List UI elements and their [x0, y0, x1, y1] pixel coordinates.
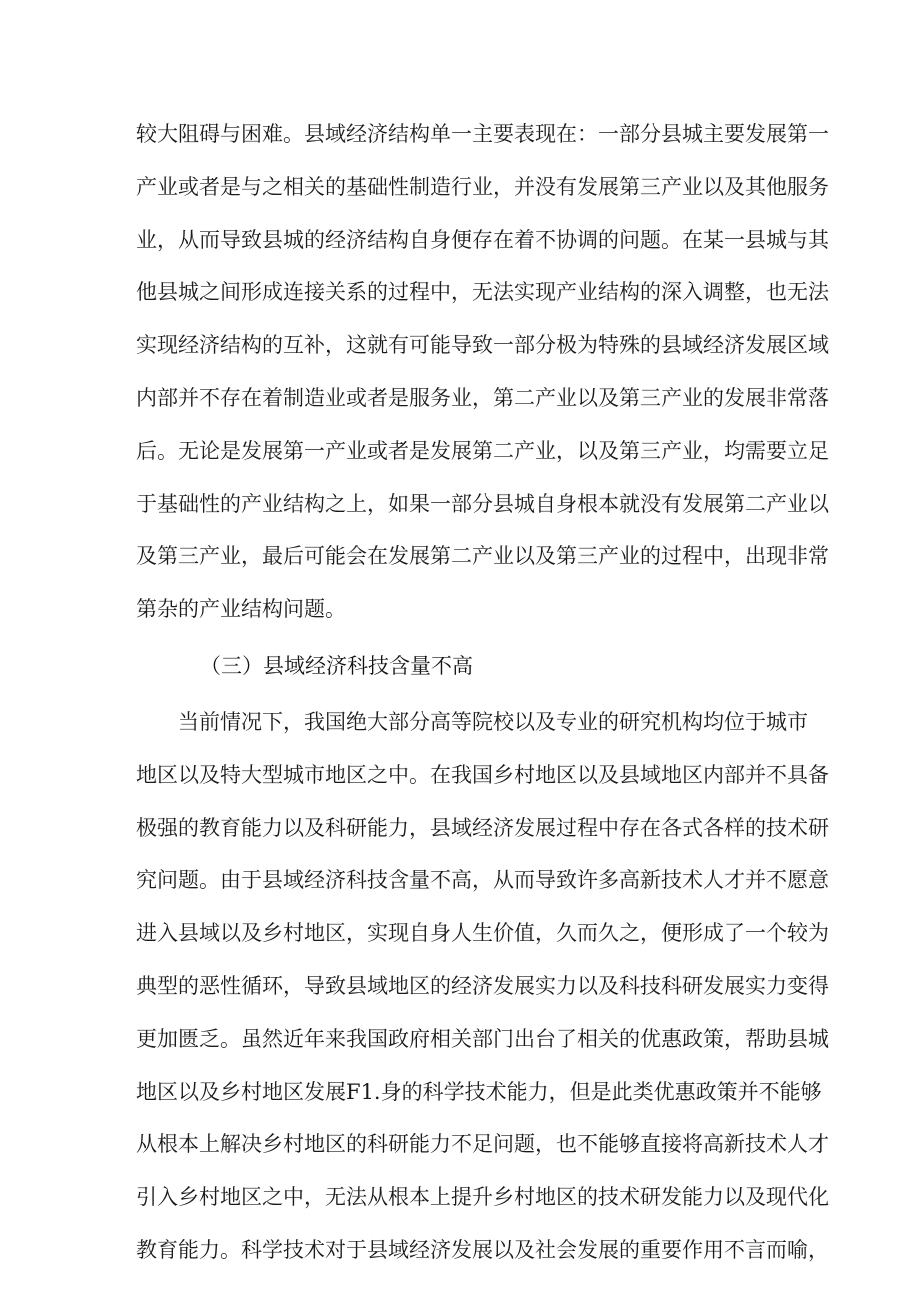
- paragraph-line: 引入乡村地区之中，无法从根本上提升乡村地区的技术研发能力以及现代化: [136, 1185, 829, 1210]
- paragraph-line: 当前情况下，我国绝大部分高等院校以及专业的研究机构均位于城市: [178, 709, 808, 734]
- paragraph-line: 他县城之间形成连接关系的过程中，无法实现产业结构的深入调整，也无法: [136, 280, 829, 305]
- paragraph-line: 究问题。由于县域经济科技含量不高，从而导致许多高新技术人才并不愿意: [136, 868, 829, 893]
- paragraph-line: 第杂的产业结构问题。: [136, 597, 346, 622]
- paragraph-line: 于基础性的产业结构之上，如果一部分县城自身根本就没有发展第二产业以: [136, 491, 829, 516]
- paragraph-line: 产业或者是与之相关的基础性制造行业，并没有发展第三产业以及其他服务: [136, 174, 829, 199]
- paragraph-line: 内部并不存在着制造业或者是服务业，第二产业以及第三产业的发展非常落: [136, 385, 829, 410]
- paragraph-tech-content: [136, 696, 829, 1277]
- paragraph-county-economic-structure: [136, 108, 829, 636]
- paragraph-line: 实现经济结构的互补，这就有可能导致一部分极为特殊的县域经济发展区域: [136, 333, 829, 358]
- paragraph-line: 后。无论是发展第一产业或者是发展第二产业，以及第三产业，均需要立足: [136, 438, 829, 463]
- paragraph-line: 地区以及乡村地区发展F1.身的科学技术能力，但是此类优惠政策并不能够: [136, 1079, 822, 1104]
- paragraph-line: 及第三产业，最后可能会在发展第二产业以及第三产业的过程中，出现非常: [136, 544, 829, 569]
- paragraph-line: 地区以及特大型城市地区之中。在我国乡村地区以及县域地区内部并不具备: [136, 762, 829, 787]
- paragraph-line: 极强的教育能力以及科研能力，县域经济发展过程中存在各式各样的技术研: [136, 815, 829, 840]
- document-body: [136, 108, 829, 1277]
- paragraph-line: 更加匮乏。虽然近年来我国政府相关部门出台了相关的优惠政策，帮助县城: [136, 1026, 829, 1051]
- section-heading: （三）县域经济科技含量不高: [200, 653, 473, 678]
- paragraph-line: 进入县域以及乡村地区，实现自身人生价值，久而久之，便形成了一个较为: [136, 921, 829, 946]
- paragraph-line: 业，从而导致县城的经济结构自身便存在着不协调的问题。在某一县城与其: [136, 227, 829, 252]
- paragraph-line: 典型的恶性循环，导致县域地区的经济发展实力以及科技科研发展实力变得: [136, 973, 829, 998]
- paragraph-line: 教育能力。科学技术对于县域经济发展以及社会发展的重要作用不言而喻，: [136, 1237, 829, 1262]
- paragraph-line: 较大阻碍与困难。县域经济结构单一主要表现在：一部分县城主要发展第一: [136, 122, 829, 146]
- paragraph-line: 从根本上解决乡村地区的科研能力不足问题，也不能够直接将高新技术人才: [136, 1132, 829, 1157]
